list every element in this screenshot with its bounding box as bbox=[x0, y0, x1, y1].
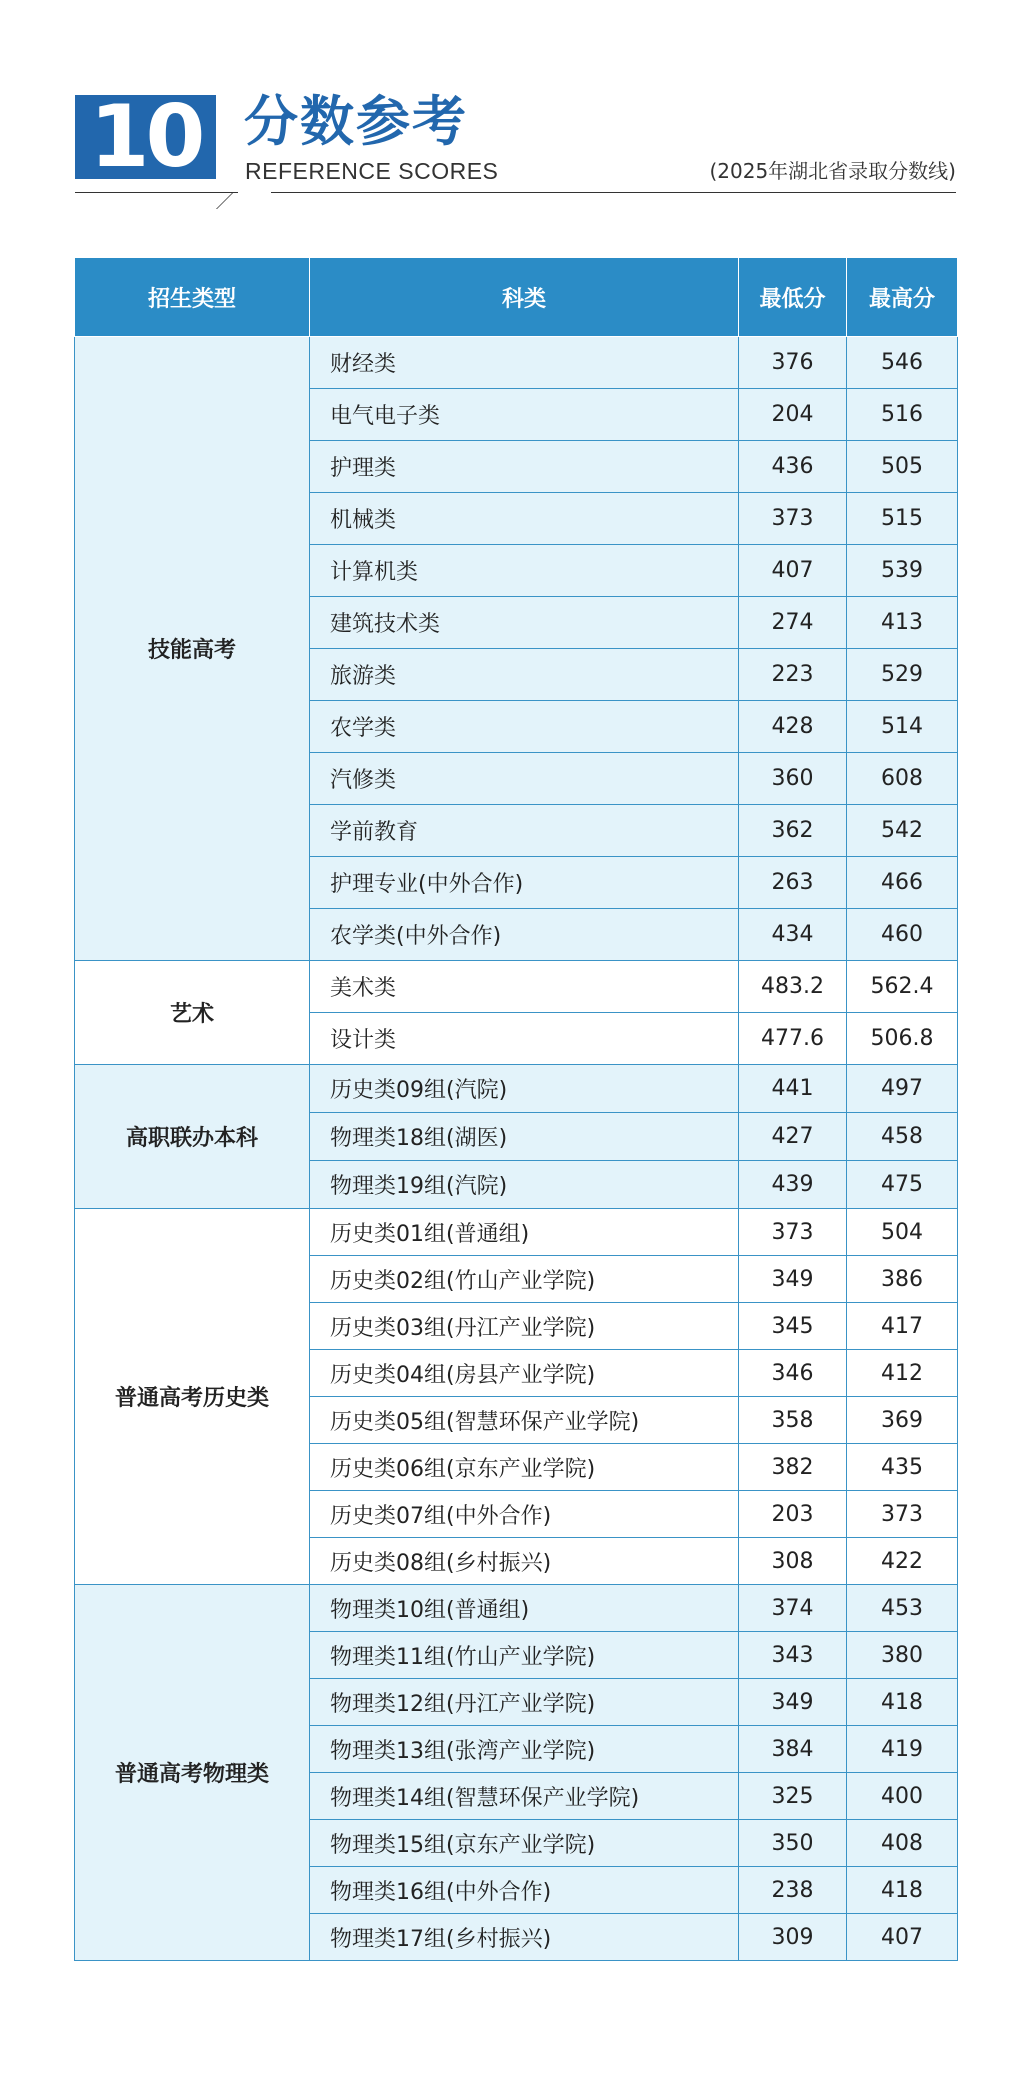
min-score-cell: 263 bbox=[739, 857, 847, 909]
major-cell: 设计类 bbox=[310, 1013, 739, 1065]
table-row bbox=[75, 1209, 958, 1256]
section-number: 10 bbox=[75, 95, 216, 179]
column-header-type: 招生类型 bbox=[75, 258, 310, 337]
max-score-cell: 506.8 bbox=[847, 1013, 958, 1065]
major-cell: 财经类 bbox=[310, 337, 739, 389]
table-row bbox=[75, 961, 958, 1013]
major-cell: 物理类18组(湖医) bbox=[310, 1113, 739, 1161]
admission-type-cell: 普通高考历史类 bbox=[75, 1209, 310, 1585]
admission-type-cell: 技能高考 bbox=[75, 337, 310, 961]
min-score-cell: 441 bbox=[739, 1065, 847, 1113]
admission-type-cell: 艺术 bbox=[75, 961, 310, 1065]
max-score-cell: 516 bbox=[847, 389, 958, 441]
major-cell: 历史类05组(智慧环保产业学院) bbox=[310, 1397, 739, 1444]
max-score-cell: 407 bbox=[847, 1914, 958, 1961]
major-cell: 建筑技术类 bbox=[310, 597, 739, 649]
max-score-cell: 380 bbox=[847, 1632, 958, 1679]
major-cell: 历史类01组(普通组) bbox=[310, 1209, 739, 1256]
max-score-cell: 515 bbox=[847, 493, 958, 545]
scores-table-body bbox=[75, 337, 958, 1961]
major-cell: 物理类13组(张湾产业学院) bbox=[310, 1726, 739, 1773]
max-score-cell: 418 bbox=[847, 1867, 958, 1914]
table-header-row bbox=[75, 258, 958, 337]
min-score-cell: 373 bbox=[739, 1209, 847, 1256]
max-score-cell: 458 bbox=[847, 1113, 958, 1161]
column-header-min: 最低分 bbox=[739, 258, 847, 337]
min-score-cell: 483.2 bbox=[739, 961, 847, 1013]
max-score-cell: 413 bbox=[847, 597, 958, 649]
min-score-cell: 362 bbox=[739, 805, 847, 857]
min-score-cell: 309 bbox=[739, 1914, 847, 1961]
min-score-cell: 439 bbox=[739, 1161, 847, 1209]
major-cell: 历史类09组(汽院) bbox=[310, 1065, 739, 1113]
major-cell: 电气电子类 bbox=[310, 389, 739, 441]
column-header-major: 科类 bbox=[310, 258, 739, 337]
major-cell: 物理类10组(普通组) bbox=[310, 1585, 739, 1632]
max-score-cell: 497 bbox=[847, 1065, 958, 1113]
min-score-cell: 436 bbox=[739, 441, 847, 493]
major-cell: 物理类16组(中外合作) bbox=[310, 1867, 739, 1914]
page-subtitle: REFERENCE SCORES bbox=[245, 158, 499, 184]
table-row bbox=[75, 337, 958, 389]
major-cell: 历史类04组(房县产业学院) bbox=[310, 1350, 739, 1397]
max-score-cell: 453 bbox=[847, 1585, 958, 1632]
min-score-cell: 238 bbox=[739, 1867, 847, 1914]
scores-table bbox=[74, 257, 958, 1961]
min-score-cell: 407 bbox=[739, 545, 847, 597]
major-cell: 物理类11组(竹山产业学院) bbox=[310, 1632, 739, 1679]
major-cell: 物理类14组(智慧环保产业学院) bbox=[310, 1773, 739, 1820]
min-score-cell: 373 bbox=[739, 493, 847, 545]
min-score-cell: 374 bbox=[739, 1585, 847, 1632]
max-score-cell: 373 bbox=[847, 1491, 958, 1538]
major-cell: 物理类19组(汽院) bbox=[310, 1161, 739, 1209]
min-score-cell: 360 bbox=[739, 753, 847, 805]
max-score-cell: 435 bbox=[847, 1444, 958, 1491]
min-score-cell: 349 bbox=[739, 1679, 847, 1726]
major-cell: 护理类 bbox=[310, 441, 739, 493]
score-year-note: (2025年湖北省录取分数线) bbox=[709, 159, 956, 183]
max-score-cell: 408 bbox=[847, 1820, 958, 1867]
max-score-cell: 422 bbox=[847, 1538, 958, 1585]
min-score-cell: 274 bbox=[739, 597, 847, 649]
major-cell: 历史类07组(中外合作) bbox=[310, 1491, 739, 1538]
major-cell: 物理类12组(丹江产业学院) bbox=[310, 1679, 739, 1726]
min-score-cell: 325 bbox=[739, 1773, 847, 1820]
max-score-cell: 529 bbox=[847, 649, 958, 701]
major-cell: 物理类17组(乡村振兴) bbox=[310, 1914, 739, 1961]
major-cell: 历史类06组(京东产业学院) bbox=[310, 1444, 739, 1491]
min-score-cell: 384 bbox=[739, 1726, 847, 1773]
max-score-cell: 412 bbox=[847, 1350, 958, 1397]
min-score-cell: 308 bbox=[739, 1538, 847, 1585]
min-score-cell: 358 bbox=[739, 1397, 847, 1444]
max-score-cell: 400 bbox=[847, 1773, 958, 1820]
column-header-max: 最高分 bbox=[847, 258, 958, 337]
min-score-cell: 223 bbox=[739, 649, 847, 701]
min-score-cell: 346 bbox=[739, 1350, 847, 1397]
major-cell: 机械类 bbox=[310, 493, 739, 545]
min-score-cell: 345 bbox=[739, 1303, 847, 1350]
page-title: 分数参考 bbox=[244, 90, 468, 153]
max-score-cell: 417 bbox=[847, 1303, 958, 1350]
max-score-cell: 514 bbox=[847, 701, 958, 753]
min-score-cell: 427 bbox=[739, 1113, 847, 1161]
major-cell: 历史类02组(竹山产业学院) bbox=[310, 1256, 739, 1303]
min-score-cell: 343 bbox=[739, 1632, 847, 1679]
max-score-cell: 504 bbox=[847, 1209, 958, 1256]
major-cell: 旅游类 bbox=[310, 649, 739, 701]
table-row bbox=[75, 1585, 958, 1632]
major-cell: 农学类(中外合作) bbox=[310, 909, 739, 961]
major-cell: 护理专业(中外合作) bbox=[310, 857, 739, 909]
max-score-cell: 562.4 bbox=[847, 961, 958, 1013]
min-score-cell: 204 bbox=[739, 389, 847, 441]
min-score-cell: 203 bbox=[739, 1491, 847, 1538]
max-score-cell: 539 bbox=[847, 545, 958, 597]
max-score-cell: 608 bbox=[847, 753, 958, 805]
max-score-cell: 466 bbox=[847, 857, 958, 909]
max-score-cell: 542 bbox=[847, 805, 958, 857]
max-score-cell: 546 bbox=[847, 337, 958, 389]
major-cell: 历史类08组(乡村振兴) bbox=[310, 1538, 739, 1585]
admission-type-cell: 普通高考物理类 bbox=[75, 1585, 310, 1961]
header-divider-left bbox=[75, 192, 238, 193]
max-score-cell: 505 bbox=[847, 441, 958, 493]
min-score-cell: 349 bbox=[739, 1256, 847, 1303]
major-cell: 学前教育 bbox=[310, 805, 739, 857]
min-score-cell: 350 bbox=[739, 1820, 847, 1867]
header-divider-notch bbox=[216, 193, 257, 209]
max-score-cell: 475 bbox=[847, 1161, 958, 1209]
major-cell: 物理类15组(京东产业学院) bbox=[310, 1820, 739, 1867]
admission-type-cell: 高职联办本科 bbox=[75, 1065, 310, 1209]
table-row bbox=[75, 1065, 958, 1113]
min-score-cell: 477.6 bbox=[739, 1013, 847, 1065]
page-header bbox=[0, 0, 1024, 220]
min-score-cell: 434 bbox=[739, 909, 847, 961]
header-divider-right bbox=[271, 192, 956, 193]
min-score-cell: 382 bbox=[739, 1444, 847, 1491]
max-score-cell: 419 bbox=[847, 1726, 958, 1773]
major-cell: 计算机类 bbox=[310, 545, 739, 597]
min-score-cell: 376 bbox=[739, 337, 847, 389]
major-cell: 历史类03组(丹江产业学院) bbox=[310, 1303, 739, 1350]
min-score-cell: 428 bbox=[739, 701, 847, 753]
major-cell: 美术类 bbox=[310, 961, 739, 1013]
max-score-cell: 386 bbox=[847, 1256, 958, 1303]
major-cell: 汽修类 bbox=[310, 753, 739, 805]
max-score-cell: 418 bbox=[847, 1679, 958, 1726]
major-cell: 农学类 bbox=[310, 701, 739, 753]
max-score-cell: 460 bbox=[847, 909, 958, 961]
max-score-cell: 369 bbox=[847, 1397, 958, 1444]
